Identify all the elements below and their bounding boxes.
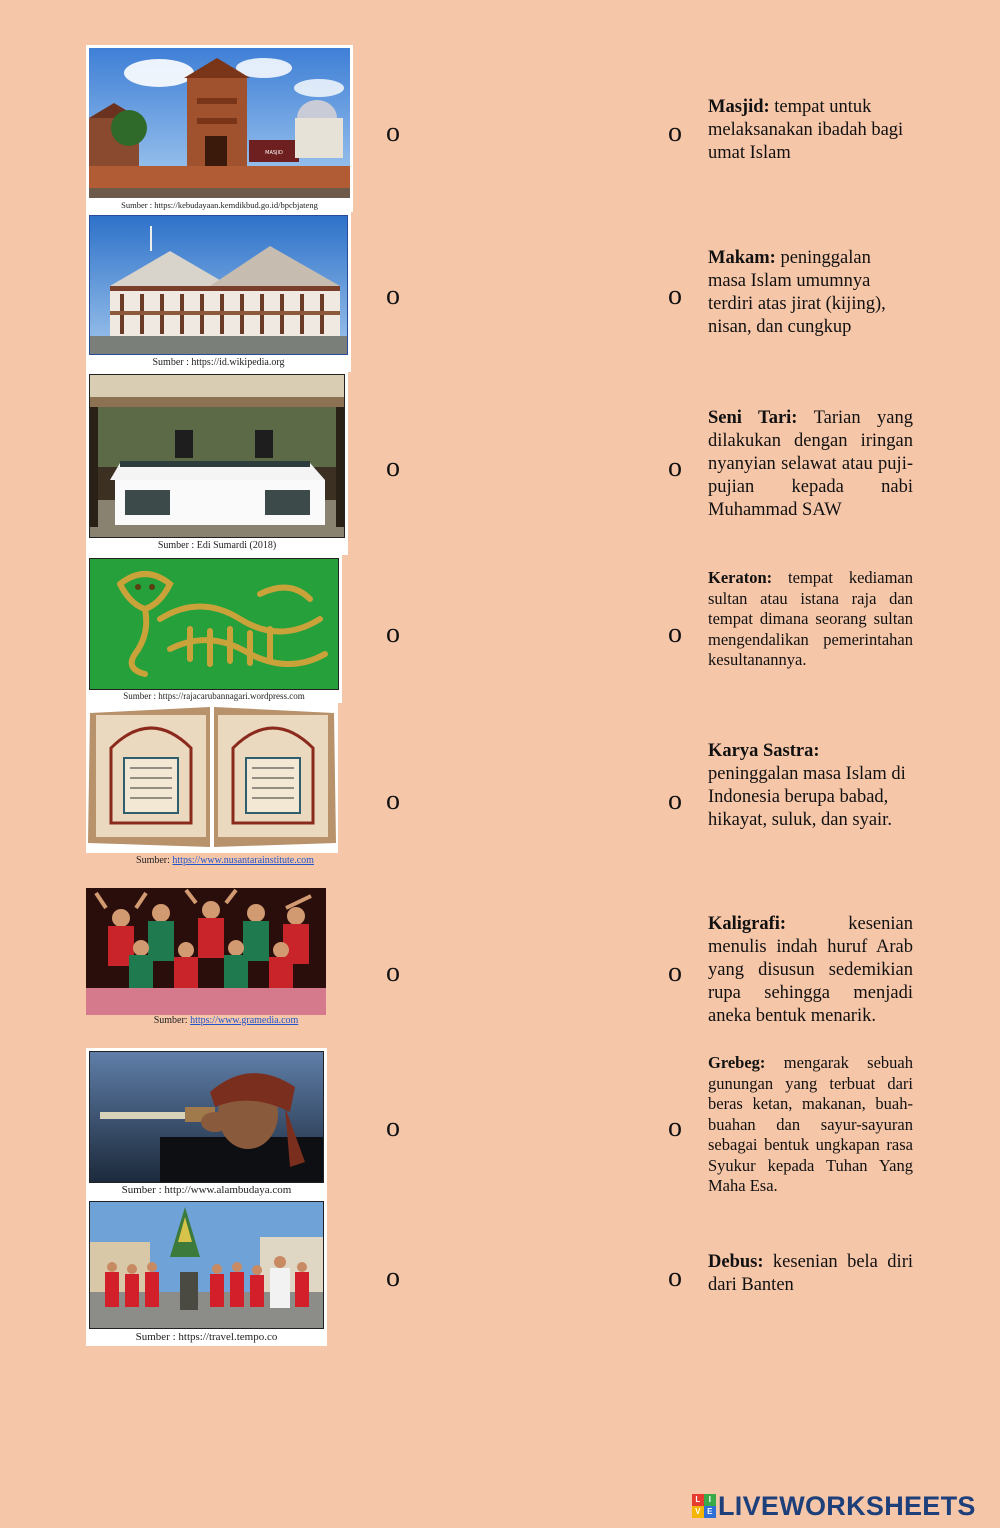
- term: Kaligrafi:: [708, 914, 787, 934]
- definition: peninggalan masa Islam umumnya terdiri atas jirat (kijing), nisan, dan cungkup: [708, 248, 886, 337]
- image-card-masjid: [86, 45, 353, 212]
- image-caption: [86, 1015, 366, 1026]
- definition: Tarian yang dilakukan dengan iringan nyanyian selawat atau puji-pujian kepada nabi Muhammad SAW: [708, 408, 914, 520]
- match-dot-right-5[interactable]: o: [668, 785, 682, 816]
- image-card-seni-tari: [86, 888, 326, 1015]
- match-dot-left-5[interactable]: o: [386, 785, 400, 816]
- definition: tempat kediaman sultan atau istana raja dan tempat dimana seorang sultan mengendalikan pemerintahan kesultanannya.: [708, 568, 913, 669]
- karya-sastra-photo: [86, 703, 338, 849]
- masjid-photo: [89, 48, 350, 198]
- source-link[interactable]: https://www.gramedia.com: [190, 1015, 299, 1026]
- match-dot-right-2[interactable]: o: [668, 280, 682, 311]
- term: Seni Tari:: [708, 408, 798, 428]
- match-dot-left-8[interactable]: o: [386, 1262, 400, 1293]
- logo-letter: E: [704, 1506, 716, 1518]
- makam-image: [90, 375, 344, 537]
- term: Keraton:: [708, 568, 773, 587]
- masjid-image: [89, 48, 350, 198]
- keraton-image: [90, 216, 347, 354]
- description-karya-sastra: [708, 740, 913, 832]
- image-caption: [86, 855, 364, 866]
- liveworksheets-icon: [692, 1494, 716, 1518]
- match-dot-right-4[interactable]: o: [668, 618, 682, 649]
- karya-sastra-image: [86, 703, 338, 849]
- description-debus: [708, 1251, 913, 1297]
- description-makam: [708, 247, 913, 339]
- image-card-debus: [86, 1048, 327, 1200]
- image-card-karya-sastra: [86, 703, 338, 853]
- term: Karya Sastra:: [708, 741, 820, 761]
- logo-letter: L: [692, 1494, 704, 1506]
- match-dot-right-7[interactable]: o: [668, 1112, 682, 1143]
- term: Makam:: [708, 248, 776, 268]
- description-keraton: [708, 568, 913, 671]
- match-dot-left-4[interactable]: o: [386, 618, 400, 649]
- match-dot-left-3[interactable]: o: [386, 452, 400, 483]
- image-card-kaligrafi: [86, 555, 342, 703]
- image-caption: Sumber : https://kebudayaan.kemdikbud.go.id/bpcbjateng: [121, 200, 318, 210]
- seni-tari-photo: [86, 888, 326, 1015]
- definition: kesenian menulis indah huruf Arab yang disusun sedemikian rupa sehingga menjadi aneka bentuk menarik.: [708, 914, 913, 1026]
- caption-prefix: Sumber:: [136, 855, 173, 866]
- image-card-keraton: [86, 212, 351, 372]
- match-dot-left-2[interactable]: o: [386, 280, 400, 311]
- kaligrafi-photo: [89, 558, 339, 690]
- image-caption: Sumber : https://id.wikipedia.org: [152, 357, 285, 368]
- definition: kesenian bela diri dari Banten: [708, 1252, 913, 1295]
- description-seni-tari: [708, 407, 913, 522]
- match-dot-right-6[interactable]: o: [668, 957, 682, 988]
- caption-prefix: Sumber:: [153, 1015, 191, 1026]
- brand-name: LIVEWORKSHEETS: [718, 1490, 976, 1521]
- description-masjid: [708, 96, 913, 165]
- makam-photo: [89, 374, 345, 538]
- grebeg-image: [90, 1202, 323, 1328]
- image-card-grebeg: [86, 1198, 327, 1346]
- match-dot-right-3[interactable]: o: [668, 452, 682, 483]
- svg-text:MASJID: MASJID: [265, 150, 283, 156]
- image-caption: Sumber : https://rajacarubannagari.wordpress.com: [123, 691, 305, 701]
- image-caption: Sumber : http://www.alambudaya.com: [121, 1184, 292, 1196]
- term: Masjid:: [708, 97, 770, 117]
- definition: mengarak sebuah gunungan yang terbuat dari beras ketan, makanan, buah-buahan dan sayur-sayuran sebagai bentuk ungkapan rasa Syukur kepada Tuhan Yang Maha Esa.: [708, 1053, 913, 1195]
- match-dot-right-1[interactable]: o: [668, 117, 682, 148]
- liveworksheets-logo: [692, 1491, 976, 1521]
- logo-letter: I: [704, 1494, 716, 1506]
- image-caption: Sumber : Edi Sumardi (2018): [157, 540, 277, 551]
- debus-image: [90, 1052, 323, 1182]
- match-dot-right-8[interactable]: o: [668, 1262, 682, 1293]
- logo-letter: V: [692, 1506, 704, 1518]
- kaligrafi-image: [90, 559, 339, 689]
- match-dot-left-6[interactable]: o: [386, 957, 400, 988]
- match-dot-left-1[interactable]: o: [386, 117, 400, 148]
- definition: tempat untuk melaksanakan ibadah bagi umat Islam: [708, 97, 904, 163]
- term: Debus:: [708, 1252, 764, 1272]
- source-link[interactable]: https://www.nusantarainstitute.com: [172, 855, 314, 866]
- seni-tari-image: [86, 888, 326, 1015]
- image-caption: Sumber : https://travel.tempo.co: [135, 1331, 278, 1343]
- description-kaligrafi: [708, 913, 913, 1028]
- description-grebeg: [708, 1053, 913, 1197]
- grebeg-photo: [89, 1201, 324, 1329]
- image-card-makam: [86, 371, 348, 555]
- keraton-photo: [89, 215, 348, 355]
- definition: peninggalan masa Islam di Indonesia berupa babad, hikayat, suluk, dan syair.: [708, 764, 906, 830]
- debus-photo: [89, 1051, 324, 1183]
- match-dot-left-7[interactable]: o: [386, 1112, 400, 1143]
- term: Grebeg:: [708, 1053, 766, 1072]
